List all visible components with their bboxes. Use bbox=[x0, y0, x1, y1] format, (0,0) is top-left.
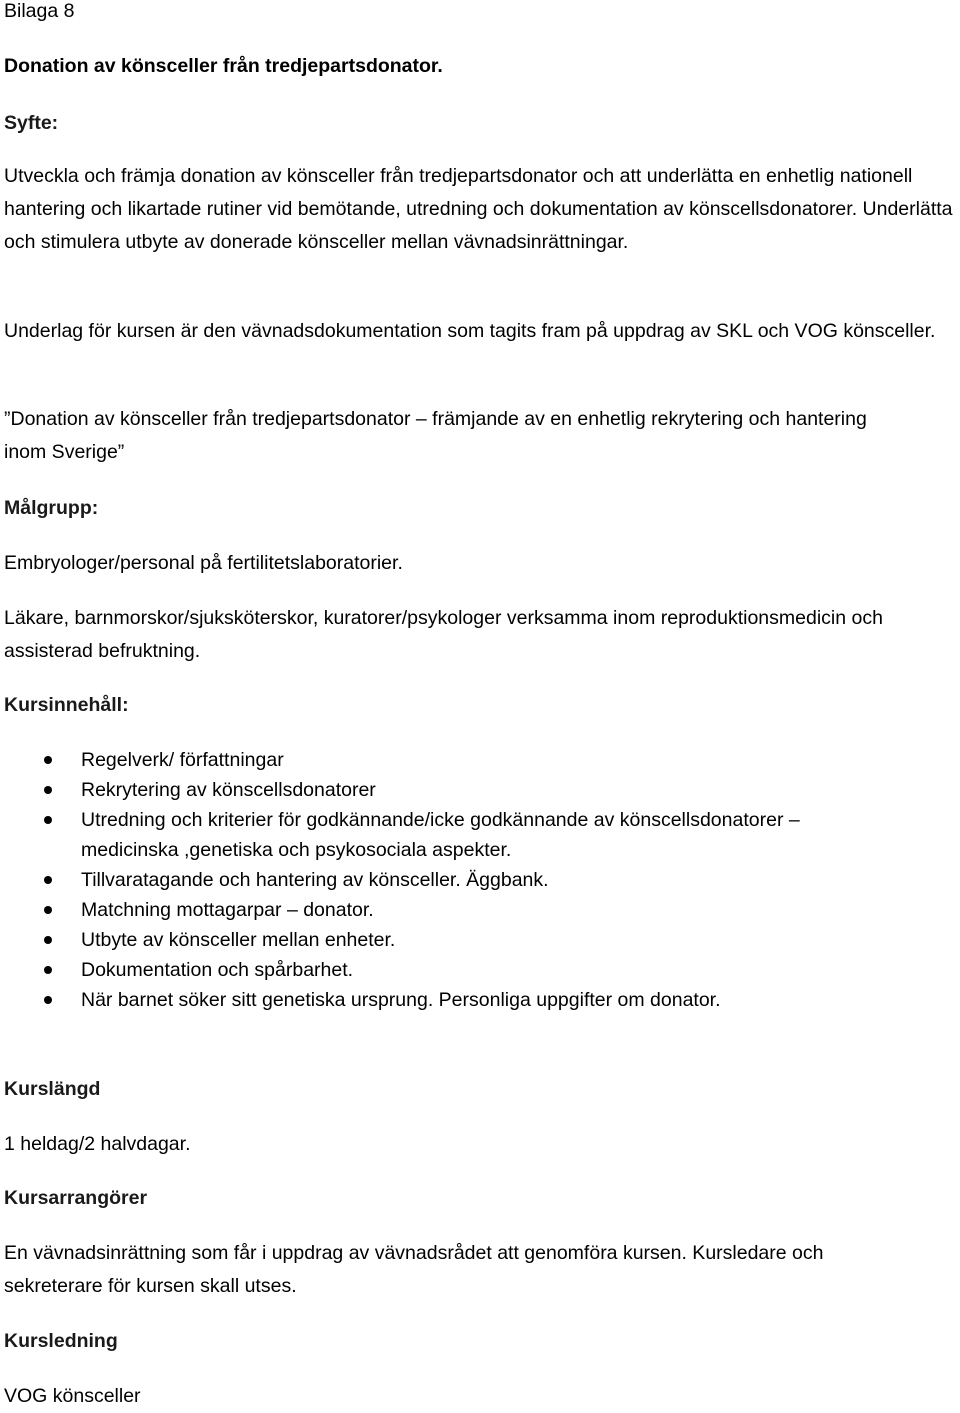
kurslangd-heading: Kurslängd bbox=[4, 1078, 101, 1100]
bullet-icon bbox=[44, 936, 52, 944]
bullet-icon bbox=[44, 966, 52, 974]
kurslangd-value: 1 heldag/2 halvdagar. bbox=[4, 1133, 191, 1155]
kursledning-value: VOG könsceller bbox=[4, 1385, 141, 1407]
list-item: Matchning mottagarpar – donator. bbox=[4, 895, 958, 925]
syfte-heading: Syfte: bbox=[4, 112, 59, 134]
document-title: Donation av könsceller från tredjepartsdonator. bbox=[4, 55, 443, 77]
bullet-icon bbox=[44, 786, 52, 794]
syfte-paragraph-1: Utveckla och främja donation av könsceller från tredjepartsdonator och att underlätta en enhetlig nationell hantering och likartade rutiner vid bemötande, utredning och dokumentation av könscellsdonatorer. Underlätta och stimulera utbyte av donerade könsceller mellan vävnadsinrättningar. bbox=[4, 165, 953, 253]
bullet-icon bbox=[44, 996, 52, 1004]
list-item: Utredning och kriterier för godkännande/icke godkännande av könscellsdonatorer – medicinska ,genetiska och psykosociala aspekter. bbox=[4, 805, 958, 865]
list-item: Rekrytering av könscellsdonatorer bbox=[4, 775, 958, 805]
kursarrangorer-heading: Kursarrangörer bbox=[4, 1187, 148, 1209]
bullet-icon bbox=[44, 816, 52, 824]
syfte-quote: ”Donation av könsceller från tredjepartsdonator – främjande av en enhetlig rekrytering och hantering inom Sverige” bbox=[4, 408, 867, 463]
malgrupp-line-2: Läkare, barnmorskor/sjuksköterskor, kuratorer/psykologer verksamma inom reproduktionsmedicin och assisterad befruktning. bbox=[4, 607, 883, 662]
bullet-icon bbox=[44, 906, 52, 914]
list-item: Regelverk/ författningar bbox=[4, 745, 958, 775]
bullet-icon bbox=[44, 876, 52, 884]
list-item: När barnet söker sitt genetiska ursprung. Personliga uppgifter om donator. bbox=[4, 985, 958, 1015]
list-item: Tillvaratagande och hantering av könsceller. Äggbank. bbox=[4, 865, 958, 895]
malgrupp-heading: Målgrupp: bbox=[4, 497, 99, 519]
annex-label: Bilaga 8 bbox=[4, 0, 75, 22]
syfte-paragraph-2: Underlag för kursen är den vävnadsdokumentation som tagits fram på uppdrag av SKL och VOG könsceller. bbox=[4, 320, 936, 342]
malgrupp-line-1: Embryologer/personal på fertilitetslaboratorier. bbox=[4, 552, 403, 574]
bullet-icon bbox=[44, 756, 52, 764]
kursledning-heading: Kursledning bbox=[4, 1330, 118, 1352]
kursarrangorer-value: En vävnadsinrättning som får i uppdrag av vävnadsrådet att genomföra kursen. Kursledare och sekreterare för kursen skall utses. bbox=[4, 1242, 824, 1297]
list-item: Utbyte av könsceller mellan enheter. bbox=[4, 925, 958, 955]
kursinnehall-heading: Kursinnehåll: bbox=[4, 694, 129, 716]
kursinnehall-list bbox=[4, 745, 958, 1015]
list-item: Dokumentation och spårbarhet. bbox=[4, 955, 958, 985]
